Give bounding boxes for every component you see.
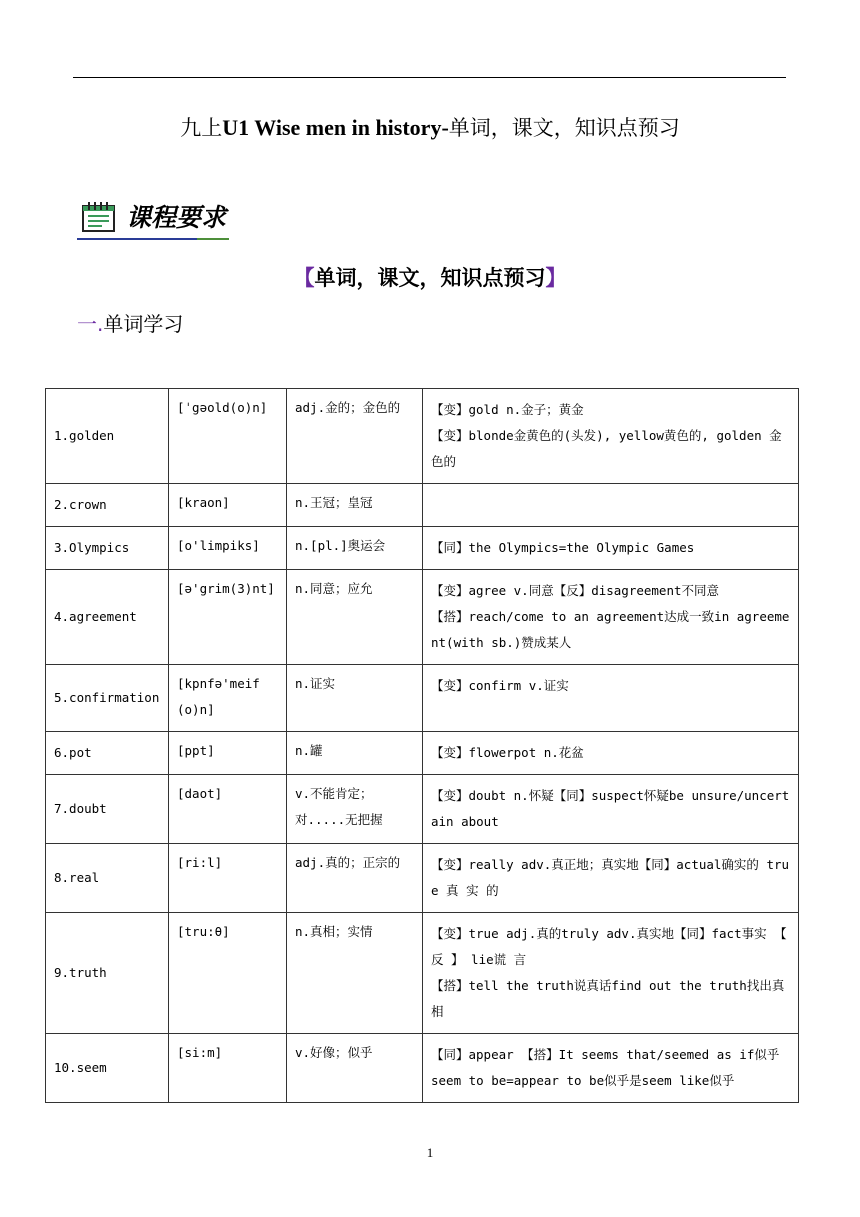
note-line: 【变】really adv.真正地；真实地【同】actual确实的 true 真 实 的 [431, 857, 790, 898]
meaning-cell: n.真相；实情 [287, 913, 423, 1034]
phonetic-cell: [daot] [169, 775, 287, 844]
table-row [46, 665, 799, 732]
note-line: 【同】the Olympics=the Olympic Games [431, 540, 695, 555]
note-line: 【变】true adj.真的truly adv.真实地【同】fact事实 【 反 】 lie谎 言 [431, 926, 787, 967]
note-line: 【变】doubt n.怀疑【同】suspect怀疑be unsure/uncertain about [431, 788, 790, 829]
lesson-subtitle [0, 262, 860, 292]
phonetic-cell: [ə'grim(3)nt] [169, 570, 287, 665]
phonetic-cell: [ˈgəold(o)n] [169, 389, 287, 484]
phonetic-cell: [kraon] [169, 484, 287, 527]
table-row [46, 844, 799, 913]
word-cell: 4.agreement [46, 570, 169, 665]
word-cell: 7.doubt [46, 775, 169, 844]
notes-cell [423, 732, 799, 775]
notes-cell [423, 913, 799, 1034]
table-row [46, 484, 799, 527]
word-cell: 3.Olympics [46, 527, 169, 570]
table-row [46, 1034, 799, 1103]
title-suffix: 单词，课文，知识点预习 [448, 116, 680, 140]
phonetic-cell: [kpnfə'meif(o)n] [169, 665, 287, 732]
meaning-cell: n.罐 [287, 732, 423, 775]
phonetic-cell: [ppt] [169, 732, 287, 775]
phonetic-cell: [o'limpiks] [169, 527, 287, 570]
meaning-cell: v.好像；似乎 [287, 1034, 423, 1103]
table-row [46, 913, 799, 1034]
word-cell: 8.real [46, 844, 169, 913]
section-underline-accent [197, 238, 229, 240]
subtitle-text: 单词，课文，知识点预习 [314, 266, 546, 290]
note-line: 【变】blonde金黄色的(头发), yellow黄色的, golden 金色的 [431, 428, 782, 469]
table-row [46, 527, 799, 570]
notes-cell [423, 389, 799, 484]
word-cell: 6.pot [46, 732, 169, 775]
notes-cell [423, 484, 799, 527]
word-cell: 2.crown [46, 484, 169, 527]
note-line: 【同】appear 【搭】It seems that/seemed as if似乎 seem to be=appear to be似乎是seem like似乎 [431, 1047, 780, 1088]
notepad-icon [80, 201, 118, 237]
meaning-cell: n.证实 [287, 665, 423, 732]
section-underline [77, 238, 197, 240]
note-line: 【搭】tell the truth说真话find out the truth找出真相 [431, 978, 785, 1019]
word-cell: 10.seem [46, 1034, 169, 1103]
word-cell: 5.confirmation [46, 665, 169, 732]
notes-cell [423, 570, 799, 665]
part-number: 一. [77, 312, 104, 336]
phonetic-cell: [tru:θ] [169, 913, 287, 1034]
section-heading [80, 198, 240, 242]
meaning-cell: adj.真的；正宗的 [287, 844, 423, 913]
note-line: 【变】confirm v.证实 [431, 678, 569, 693]
table-row [46, 389, 799, 484]
phonetic-cell: [si:m] [169, 1034, 287, 1103]
notes-cell [423, 775, 799, 844]
note-line: 【变】agree v.同意【反】disagreement不同意 [431, 583, 720, 598]
table-row [46, 570, 799, 665]
meaning-cell: v.不能肯定；对.....无把握 [287, 775, 423, 844]
title-prefix: 九上 [180, 116, 223, 140]
bracket-close: 】 [545, 266, 567, 290]
table-row [46, 775, 799, 844]
note-line: 【搭】reach/come to an agreement达成一致in agreement(with sb.)赞成某人 [431, 609, 790, 650]
notes-cell [423, 665, 799, 732]
document-title [0, 112, 860, 142]
meaning-cell: n.[pl.]奥运会 [287, 527, 423, 570]
notes-cell [423, 1034, 799, 1103]
section-label: 课程要求 [126, 203, 227, 232]
title-english: U1 Wise men in history- [222, 115, 449, 140]
meaning-cell: adj.金的；金色的 [287, 389, 423, 484]
word-cell: 1.golden [46, 389, 169, 484]
header-rule [73, 77, 786, 78]
table-row [46, 732, 799, 775]
part-heading [77, 308, 183, 337]
part-label: 单词学习 [103, 312, 184, 336]
meaning-cell: n.王冠；皇冠 [287, 484, 423, 527]
phonetic-cell: [ri:l] [169, 844, 287, 913]
notes-cell [423, 527, 799, 570]
page-number: 1 [426, 1145, 434, 1160]
bracket-open: 【 [293, 266, 315, 290]
note-line: 【变】flowerpot n.花盆 [431, 745, 584, 760]
note-line: 【变】gold n.金子；黄金 [431, 402, 584, 417]
meaning-cell: n.同意；应允 [287, 570, 423, 665]
vocabulary-table [45, 388, 799, 1103]
word-cell: 9.truth [46, 913, 169, 1034]
notes-cell [423, 844, 799, 913]
